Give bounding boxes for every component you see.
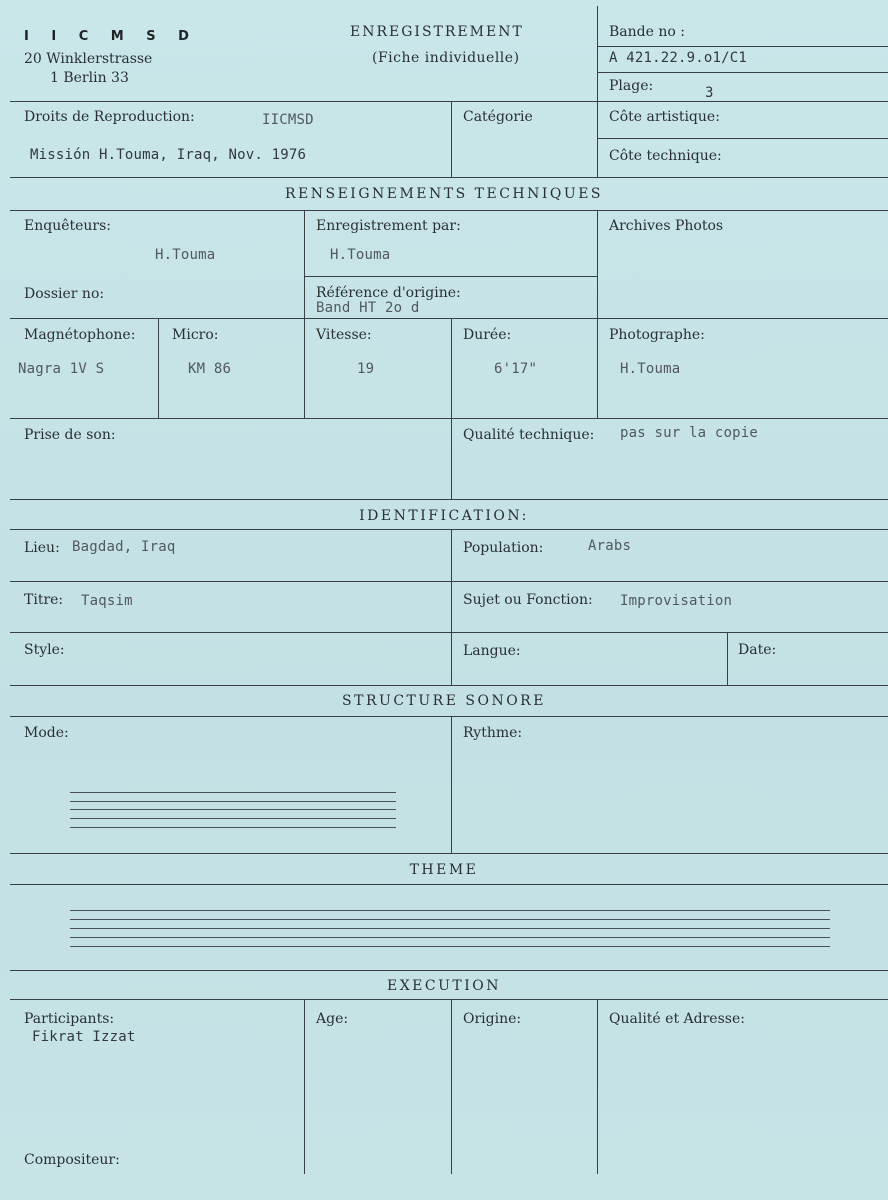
- form-title: ENREGISTREMENT: [350, 24, 524, 40]
- rule-h: [10, 632, 888, 633]
- photographe-label: Photographe:: [609, 327, 705, 343]
- rythme-label: Rythme:: [463, 725, 523, 741]
- dossier-label: Dossier no:: [24, 286, 105, 302]
- rule-h: [597, 138, 888, 139]
- sujet-value: Improvisation: [620, 593, 733, 609]
- photographe-value: H.Touma: [620, 361, 681, 377]
- langue-label: Langue:: [463, 643, 521, 659]
- droits-label: Droits de Reproduction:: [24, 109, 195, 125]
- mode-staff-line: [70, 801, 396, 802]
- section-renseignements-techniques: RENSEIGNEMENTS TECHNIQUES: [284, 186, 604, 202]
- droits-value: IICMSD: [262, 112, 314, 128]
- rule-v: [597, 6, 598, 177]
- address-street: 20 Winklerstrasse: [24, 51, 153, 67]
- date-label: Date:: [738, 642, 777, 658]
- address-city: 1 Berlin 33: [50, 70, 129, 86]
- rule-h: [10, 499, 888, 500]
- section-identification: IDENTIFICATION:: [359, 508, 529, 524]
- rule-h: [10, 210, 888, 211]
- magnetophone-value: Nagra 1V S: [18, 361, 105, 377]
- cote-artistique-label: Côte artistique:: [609, 109, 720, 125]
- mission-value: Missión H.Touma, Iraq, Nov. 1976: [30, 147, 307, 163]
- qualite-technique-value: pas sur la copie: [620, 425, 759, 441]
- population-value: Arabs: [588, 538, 632, 554]
- titre-value: Taqsim: [81, 593, 133, 609]
- plage-label: Plage:: [609, 78, 654, 94]
- mode-staff-line: [70, 827, 396, 828]
- vitesse-value: 19: [357, 361, 375, 377]
- participants-value: Fikrat Izzat: [32, 1029, 136, 1045]
- theme-staff-line: [70, 937, 830, 938]
- vitesse-label: Vitesse:: [316, 327, 372, 343]
- mode-label: Mode:: [24, 725, 69, 741]
- rule-h: [10, 581, 888, 582]
- mode-staff-line: [70, 792, 396, 793]
- compositeur-label: Compositeur:: [24, 1152, 120, 1168]
- theme-staff-line: [70, 928, 830, 929]
- rule-h: [10, 101, 888, 102]
- rule-v: [451, 716, 452, 853]
- reference-label: Référence d'origine:: [316, 285, 461, 301]
- section-execution: EXECUTION: [386, 978, 501, 994]
- qualite-adresse-label: Qualité et Adresse:: [609, 1011, 745, 1027]
- style-label: Style:: [24, 642, 65, 658]
- rule-h: [10, 999, 888, 1000]
- org-logo: I I C M S D: [24, 29, 198, 44]
- enregistrement-par-value: H.Touma: [330, 247, 391, 263]
- theme-staff-line: [70, 919, 830, 920]
- mode-staff-line: [70, 809, 396, 810]
- rule-v: [304, 999, 305, 1174]
- section-theme: THEME: [409, 862, 479, 878]
- titre-label: Titre:: [24, 592, 64, 608]
- rule-h: [10, 418, 888, 419]
- form-subtitle: (Fiche individuelle): [372, 50, 520, 66]
- rule-v: [727, 632, 728, 685]
- participants-label: Participants:: [24, 1011, 115, 1027]
- rule-v: [451, 318, 452, 499]
- reference-value: Band HT 2o d: [316, 300, 420, 316]
- rule-v: [304, 210, 305, 418]
- duree-value: 6'17": [494, 361, 538, 377]
- bande-label: Bande no :: [609, 24, 685, 40]
- rule-h: [10, 529, 888, 530]
- categorie-label: Catégorie: [463, 109, 533, 125]
- rule-v: [597, 210, 598, 418]
- micro-value: KM 86: [188, 361, 232, 377]
- rule-v: [597, 999, 598, 1174]
- population-label: Population:: [463, 540, 544, 556]
- sujet-label: Sujet ou Fonction:: [463, 592, 593, 608]
- rule-v: [451, 999, 452, 1174]
- magnetophone-label: Magnétophone:: [24, 327, 136, 343]
- rule-h: [10, 716, 888, 717]
- rule-h: [10, 685, 888, 686]
- lieu-label: Lieu:: [24, 540, 60, 556]
- rule-h: [597, 72, 888, 73]
- rule-h: [304, 276, 597, 277]
- archives-photos-label: Archives Photos: [609, 218, 724, 234]
- lieu-value: Bagdad, Iraq: [72, 539, 176, 555]
- origine-label: Origine:: [463, 1011, 522, 1027]
- duree-label: Durée:: [463, 327, 512, 343]
- micro-label: Micro:: [172, 327, 219, 343]
- enqueteurs-label: Enquêteurs:: [24, 218, 112, 234]
- rule-h: [10, 318, 888, 319]
- rule-h: [597, 46, 888, 47]
- enqueteurs-value: H.Touma: [155, 247, 216, 263]
- theme-staff-line: [70, 946, 830, 947]
- rule-v: [158, 318, 159, 418]
- rule-h: [10, 853, 888, 854]
- rule-h: [10, 884, 888, 885]
- rule-h: [10, 177, 888, 178]
- bande-value: A 421.22.9.o1/C1: [609, 50, 748, 66]
- mode-staff-line: [70, 818, 396, 819]
- enregistrement-par-label: Enregistrement par:: [316, 218, 461, 234]
- prise-de-son-label: Prise de son:: [24, 427, 116, 443]
- qualite-technique-label: Qualité technique:: [463, 427, 595, 443]
- rule-v: [451, 529, 452, 685]
- age-label: Age:: [316, 1011, 349, 1027]
- rule-v: [451, 101, 452, 177]
- theme-staff-line: [70, 910, 830, 911]
- plage-value: 3: [705, 85, 714, 101]
- cote-technique-label: Côte technique:: [609, 148, 722, 164]
- rule-h: [10, 970, 888, 971]
- section-structure-sonore: STRUCTURE SONORE: [342, 693, 546, 709]
